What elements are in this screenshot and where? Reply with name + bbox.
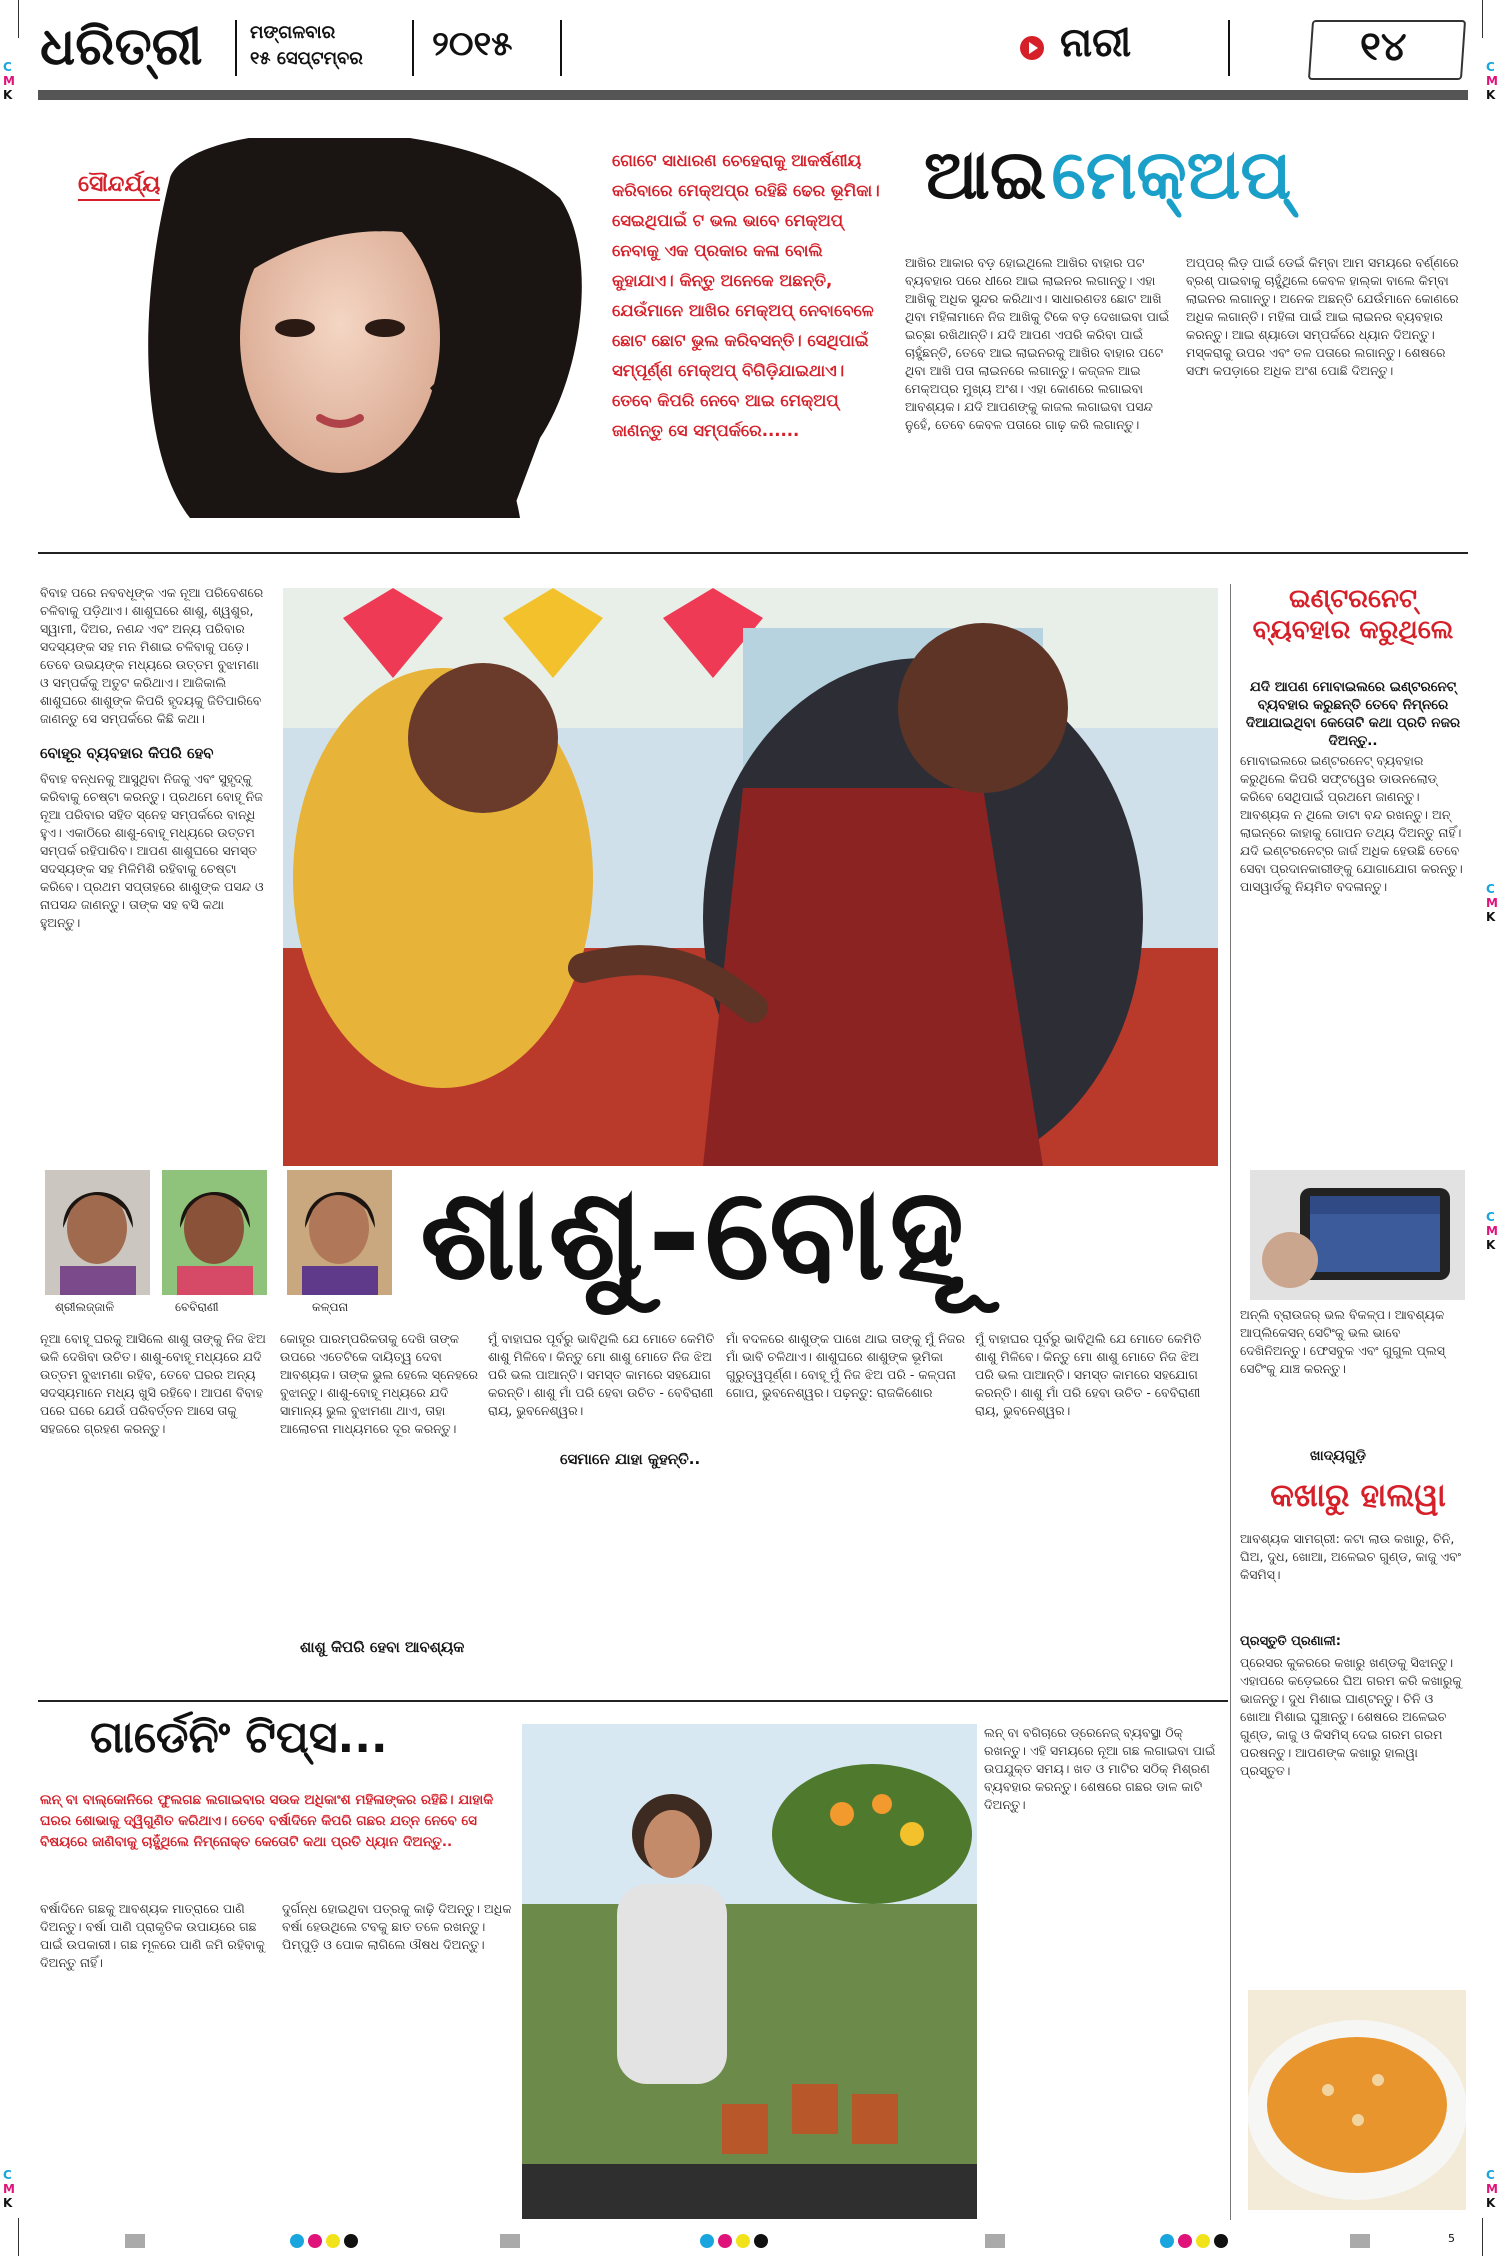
section-name: ନାରୀ: [1060, 20, 1132, 66]
recipe-body: ଆବଶ୍ୟକ ସାମଗ୍ରୀ: କଟା ଲାଉ କଖାରୁ, ଚିନି, ଘିଅ, ଦୁଧ, ଖୋଆ, ଅଳେଇଚ ଗୁଣ୍ଡ, କାଜୁ ଏବଂ କିସମିସ୍‌।: [1240, 1531, 1461, 1582]
internet-body2: ଅନ୍‌ଲି ବ୍ରାଉଜର୍‌ ଭଲ ବିକଳ୍ପ। ଆବଶ୍ୟକ ଆପ୍‌ଲିକେସନ୍‌ ସେଟିଂକୁ ଭଲ ଭାବେ ଦେଖିନିଅନ୍ତୁ। ଫେସବୁକ ଏବଂ ଗୁଗୁଲ ପ୍ଲସ୍‌ ସେଟିଂକୁ ଯାଞ୍ଚ କରନ୍ତୁ।: [1240, 1307, 1445, 1376]
relation-body-1: ନୂଆ ବୋହୂ ଘରକୁ ଆସିଲେ ଶାଶୁ ତାଙ୍କୁ ନିଜ ଝିଅ ଭଳି ଦେଖିବା ଉଚିତ। ଶାଶୁ-ବୋହୂ ମଧ୍ୟରେ ଯଦି ଉତ୍ତମ ବୁଝାମଣା ରହିବ, ତେବେ ଘରର ଅନ୍ୟ ସଦସ୍ୟମାନେ ମଧ୍ୟ ଖୁସି ରହିବେ। ଆପଣ ବିବାହ ପରେ ଘରେ ଯେଉଁ ପରିବର୍ତ୍ତନ ଆସେ ତାକୁ ସହଜରେ ଗ୍ରହଣ କରନ୍ତୁ।: [40, 1331, 266, 1436]
mother-daughter-photo: [283, 588, 1218, 1166]
page-footer-number: 5: [1448, 2232, 1455, 2245]
person-photo-2: [162, 1170, 267, 1295]
section-divider-2: [38, 1700, 1228, 1702]
beauty-headline-part2: ମେକ୍‌ଅପ୍‌: [1051, 136, 1292, 215]
relation-body-4: ମାଁ ବଦଳରେ ଶାଶୁଙ୍କ ପାଖେ ଥାଇ ତାଙ୍କୁ ମୁଁ ନିଜର ମାଁ ଭାବି ଚଳିଥାଏ। ଶାଶୁଘରେ ଶାଶୁଙ୍କ ଭୂମିକା ଗୁରୁତ୍ୱପୂର୍ଣ୍ଣ। ବୋହୂ ମୁଁ ନିଜ ଝିଅ ପରି - କଳ୍ପନା ଗୋପ, ଭୁବନେଶ୍ୱର। ପଢ଼ନ୍ତୁ: ରାଜକିଶୋର: [726, 1331, 965, 1400]
masthead-year: ୨୦୧୫: [432, 24, 513, 64]
garden-title: ଗାର୍ଡେନିଂ ଟିପ୍ସ...: [90, 1712, 388, 1763]
relation-intro: ବିବାହ ପରେ ନବବଧୂଙ୍କ ଏକ ନୂଆ ପରିବେଶରେ ଚଳିବାକୁ ପଡ଼ିଥାଏ। ଶାଶୁଘରେ ଶାଶୁ, ଶ୍ୱଶୁର, ସ୍ୱାମୀ, ଦିଅର, ନଣନ୍ଦ ଏବଂ ଅନ୍ୟ ପରିବାର ସଦସ୍ୟଙ୍କ ସହ ମନ ମିଶାଇ ଚଳିବାକୁ ପଡ଼େ। ତେବେ ଉଭୟଙ୍କ ମଧ୍ୟରେ ଉତ୍ତମ ବୁଝାମଣା ଓ ସମ୍ପର୍କକୁ ଅତୁଟ କରିଥାଏ। ଆଜିକାଲି ଶାଶୁଘରେ ଶାଶୁଙ୍କ କିପରି ହୃଦୟକୁ ଜିତିପାରିବେ ଜାଣନ୍ତୁ ସେ ସମ୍ପର୍କରେ କିଛି କଥା।: [40, 585, 264, 726]
beauty-intro: ଗୋଟେ ସାଧାରଣ ଚେହେରାକୁ ଆକର୍ଷଣୀୟ କରିବାରେ ମେକ୍‌ଅପ୍‌ର ରହିଛି ଢେର ଭୂମିକା। ସେଇଥିପାଇଁ ଟ ଭଲ ଭାବେ ମେକ୍‌ଅପ୍‌ ନେବାକୁ ଏକ ପ୍ରକାର କଳା ବୋଲି କୁହାଯାଏ। କିନ୍ତୁ ଅନେକେ ଅଛନ୍ତି, ଯେଉଁମାନେ ଆଖିର ମେକ୍‌ଅପ୍‌ ନେବାବେଳେ ଛୋଟ ଛୋଟ ଭୁଲ କରିବସନ୍ତି। ସେଥିପାଇଁ ସମ୍ପୂର୍ଣ୍ଣ ମେକ୍‌ଅପ୍‌ ବିଗିଡ଼ିଯାଇଥାଏ। ତେବେ କିପରି ନେବେ ଆଇ ମେକ୍‌ଅପ୍‌ ଜାଣନ୍ତୁ ସେ ସମ୍ପର୍କରେ......: [612, 151, 880, 440]
internet-subtitle: ଯଦି ଆପଣ ମୋବାଇଲରେ ଇଣ୍ଟରନେଟ୍‌ ବ୍ୟବହାର କରୁଛନ୍ତି ତେବେ ନିମ୍ନରେ ଦିଆଯାଇଥିବା କେତୋଟି କଥା ପ୍ରତି ନଜର ଦିଅନ୍ତୁ..: [1245, 679, 1461, 748]
cmyk-marker-right-mid2: C M K: [1486, 1210, 1498, 1252]
person-caption-1: ଶ୍ରୀଲଜ୍ଜାଳି: [55, 1300, 115, 1314]
cmyk-marker-right-top: C M K: [1486, 60, 1498, 102]
section-tag-beauty: ସୌନ୍ଦର୍ଯ୍ୟ: [78, 172, 160, 201]
section-marker-icon: [1020, 36, 1044, 60]
cmyk-marker-left-bottom: C M K: [3, 2168, 15, 2210]
paper-name: ଧରିତ୍ରୀ: [40, 16, 203, 77]
internet-body: ମୋବାଇଲରେ ଇଣ୍ଟରନେଟ୍‌ ବ୍ୟବହାର କରୁଥିଲେ କିପରି ସଫ୍ଟୱେର ଡାଉନଲୋଡ୍‌ କରିବେ ସେଥିପାଇଁ ପ୍ରଥମେ ଜାଣନ୍ତୁ। ଆବଶ୍ୟକ ନ ଥିଲେ ଡାଟା ବନ୍ଦ ରଖନ୍ତୁ। ଅନ୍‌ ଲାଇନ୍‌ରେ କାହାକୁ ଗୋପନ ତଥ୍ୟ ଦିଅନ୍ତୁ ନାହିଁ। ଯଦି ଇଣ୍ଟରନେଟ୍‌ର ଜାର୍ଜ ଅଧିକ ହେଉଛି ତେବେ ସେବା ପ୍ରଦାନକାରୀଙ୍କୁ ଯୋଗାଯୋଗ କରନ୍ତୁ। ପାସୱାର୍ଡକୁ ନିୟମିତ ବଦଳାନ୍ତୁ।: [1240, 753, 1463, 894]
beauty-headline-part1: ଆଇ: [924, 136, 1047, 215]
garden-col2: ଦୁର୍ଗନ୍ଧ ହୋଇଥିବା ପତ୍ରକୁ କାଢ଼ି ଦିଅନ୍ତୁ। ଅଧିକ ବର୍ଷା ହେଉଥିଲେ ଟବକୁ ଛାତ ତଳେ ରଖନ୍ତୁ। ପିମ୍ପୁଡ଼ି ଓ ପୋକ ଲାଗିଲେ ଔଷଧ ଦିଅନ୍ତୁ।: [282, 1901, 512, 1952]
crop-mark-top-right: [1482, 0, 1483, 38]
relation-subhead-mid: ଶାଶୁ କିପରି ହେବା ଆବଶ୍ୟକ: [300, 1638, 465, 1656]
garden-col1: ବର୍ଷାଦିନେ ଗଛକୁ ଆବଶ୍ୟକ ମାତ୍ରାରେ ପାଣି ଦିଅନ୍ତୁ। ବର୍ଷା ପାଣି ପ୍ରାକୃତିକ ଉପାୟରେ ଗଛ ପାଇଁ ଉପକାରୀ। ଗଛ ମୂଳରେ ପାଣି ଜମି ରହିବାକୁ ଦିଅନ୍ତୁ ନାହିଁ।: [40, 1901, 265, 1970]
relation-body-2: କୋହୂର ପାରମ୍ପରିକତାକୁ ଦେଖି ତାଙ୍କ ଉପରେ ଏତେଟିକେ ଦାୟିତ୍ୱ ଦେବା ଆବଶ୍ୟକ। ତାଙ୍କ ଭୁଲ ହେଲେ ସ୍ନେହରେ ବୁଝାନ୍ତୁ। ଶାଶୁ-ବୋହୂ ମଧ୍ୟରେ ଯଦି ସାମାନ୍ୟ ଭୁଲ ବୁଝାମଣା ଥାଏ, ତାହା ଆଲୋଚନା ମାଧ୍ୟମରେ ଦୂର କରନ୍ତୁ।: [280, 1331, 478, 1436]
beauty-col2: ଅପ୍ପର୍ ଲିଡ଼ ପାଇଁ ଡେଇଁ କିମ୍ବା ଆମ ସମୟରେ ବର୍ଣ୍ଣରେ ବ୍ରଶ୍‌ ପାଇବାକୁ ଚାହୁଁଥିଲେ କେବଳ ହାଲ୍‌କା ବାଲେ କିମ୍ବା ଲାଇନର ଲଗାନ୍ତୁ। ଅନେକ ଅଛନ୍ତି ଯେଉଁମାନେ କୋଣରେ ଅଧିକ ଲଗାନ୍ତି। ମହିଳା ପାଇଁ ଆଇ ଲାଇନର ବ୍ୟବହାର କରନ୍ତୁ। ଆଇ ଶ୍ୟାଡୋ ସମ୍ପର୍କରେ ଧ୍ୟାନ ଦିଅନ୍ତୁ। ମସ୍କରାକୁ ଉପର ଏବଂ ତଳ ପତାରେ ଲଗାନ୍ତୁ। ଶେଷରେ ସଫା କପଡ଼ାରେ ଅଧିକ ଅଂଶ ପୋଛି ଦିଅନ୍ତୁ।: [1186, 255, 1459, 378]
section-divider-1: [38, 552, 1468, 554]
masthead-date: ୧୫ ସେପ୍ଟମ୍ବର: [250, 48, 363, 69]
internet-title-line1: ଇଣ୍ଟରନେଟ୍‌: [1289, 584, 1417, 614]
relation-subhead-opinion: ସେମାନେ ଯାହା କୁହନ୍ତି..: [560, 1450, 701, 1468]
masthead-rule: [38, 90, 1468, 100]
relation-headline: ଶାଶୁ-ବୋହୂ: [420, 1160, 969, 1309]
relation-body-3: ମୁଁ ବାହାଘର ପୂର୍ବରୁ ଭାବିଥିଲି ଯେ ମୋତେ କେମିତି ଶାଶୁ ମିଳିବେ। କିନ୍ତୁ ମୋ ଶାଶୁ ମୋତେ ନିଜ ଝିଅ ପରି ଭଲ ପାଆନ୍ତି। ସମସ୍ତ କାମରେ ସହଯୋଗ କରନ୍ତି। ଶାଶୁ ମାଁ ପରି ହେବା ଉଚିତ - ବେବିରାଣୀ ରାୟ, ଭୁବନେଶ୍ୱର।: [488, 1331, 715, 1418]
person-photo-1: [45, 1170, 150, 1295]
person-caption-3: କଳ୍ପନା: [312, 1300, 349, 1314]
relation-left-body: ବିବାହ ବନ୍ଧନକୁ ଆସୁଥିବା ନିଜକୁ ଏବଂ ସୁହୃଦ୍‌କୁ କରିବାକୁ ଚେଷ୍ଟା କରନ୍ତୁ। ପ୍ରଥମେ ବୋହୂ ନିଜ ନୂଆ ପରିବାର ସହିତ ସ୍ନେହ ସମ୍ପର୍କରେ ବାନ୍ଧି ହୁଏ। ଏକାଠିରେ ଶାଶୁ-ବୋହୂ ମଧ୍ୟରେ ଉତ୍ତମ ସମ୍ପର୍କ ରହିପାରିବ। ଆପଣ ଶାଶୁଘରେ ସମସ୍ତ ସଦସ୍ୟଙ୍କ ସହ ମିଳିମିଶି ରହିବାକୁ ଚେଷ୍ଟା କରିବେ। ପ୍ରଥମ ସପ୍ତାହରେ ଶାଶୁଙ୍କ ପସନ୍ଦ ଓ ନାପସନ୍ଦ ଜାଣନ୍ତୁ। ତାଙ୍କ ସହ ବସି କଥା ହୁଅନ୍ତୁ।: [40, 771, 264, 930]
recipe-section-tag: ଖାଦ୍ୟଗୁଡ଼ି: [1310, 1448, 1366, 1464]
smartphone-photo: [1250, 1170, 1465, 1300]
recipe-subhead: ପ୍ରସ୍ତୁତି ପ୍ରଣାଳୀ:: [1240, 1634, 1341, 1649]
recipe-title: କଖାରୁ ହାଲୱା: [1270, 1476, 1446, 1514]
relation-subhead-left: ବୋହୂର ବ୍ୟବହାର କିପରି ହେବ: [40, 744, 214, 762]
recipe-body2: ପ୍ରେସର କୁକରରେ କଖାରୁ ଖଣ୍ଡକୁ ସିଝାନ୍ତୁ। ଏହାପରେ କଡ଼େଇରେ ଘିଅ ଗରମ କରି କଖାରୁକୁ ଭାଜନ୍ତୁ। ଦୁଧ ମିଶାଇ ଘାଣ୍ଟନ୍ତୁ। ଚିନି ଓ ଖୋଆ ମିଶାଇ ଘୁଞ୍ଚାନ୍ତୁ। ଶେଷରେ ଅଳେଇଚ ଗୁଣ୍ଡ, କାଜୁ ଓ କିସମିସ୍‌ ଦେଇ ଗରମ ଗରମ ପରଷନ୍ତୁ। ଆପଣଙ୍କ କଖାରୁ ହାଲୱା ପ୍ରସ୍ତୁତ।: [1240, 1655, 1462, 1778]
woman-gardening-photo: [522, 1724, 977, 2219]
masthead-day: ମଙ୍ଗଳବାର: [250, 22, 336, 43]
right-column-divider: [1230, 584, 1231, 2220]
masthead: [40, 14, 1470, 84]
person-caption-2: ବେବିରାଣୀ: [175, 1300, 219, 1314]
cmyk-marker-left-top: C M K: [3, 60, 15, 102]
crop-mark-top-left: [18, 0, 19, 38]
page-number: ୧୪: [1360, 24, 1407, 70]
internet-title-line2: ବ୍ୟବହାର କରୁଥିଲେ: [1252, 615, 1454, 645]
garden-intro: ଲନ୍‌ ବା ବାଲ୍‌କୋନିରେ ଫୁଲଗଛ ଲଗାଇବାର ସଉକ ଅଧିକାଂଶ ମହିଳାଙ୍କର ରହିଛି। ଯାହାକି ଘରର ଶୋଭାକୁ ଦ୍ୱିଗୁଣିତ କରିଥାଏ। ତେବେ ବର୍ଷାଦିନେ କିପରି ଗଛର ଯତ୍ନ ନେବେ ସେ ବିଷୟରେ ଜାଣିବାକୁ ଚାହୁଁଥିଲେ ନିମ୍ନୋକ୍ତ କେତୋଟି କଥା ପ୍ରତି ଧ୍ୟାନ ଦିଅନ୍ତୁ..: [40, 1792, 494, 1850]
garden-col3: ଲନ୍‌ ବା ବଗିଚାରେ ଡ୍ରେନେଜ୍‌ ବ୍ୟବସ୍ଥା ଠିକ୍‌ ରଖନ୍ତୁ। ଏହି ସମୟରେ ନୂଆ ଗଛ ଲଗାଇବା ପାଇଁ ଉପଯୁକ୍ତ ସମୟ। ଖତ ଓ ମାଟିର ସଠିକ୍‌ ମିଶ୍ରଣ ବ୍ୟବହାର କରନ୍ତୁ। ଶେଷରେ ଗଛର ଡାଳ କାଟି ଦିଅନ୍ତୁ।: [984, 1725, 1216, 1812]
relation-body-5: ମୁଁ ବାହାଘର ପୂର୍ବରୁ ଭାବିଥିଲି ଯେ ମୋତେ କେମିତି ଶାଶୁ ମିଳିବେ। କିନ୍ତୁ ମୋ ଶାଶୁ ମୋତେ ନିଜ ଝିଅ ପରି ଭଲ ପାଆନ୍ତି। ସମସ୍ତ କାମରେ ସହଯୋଗ କରନ୍ତି। ଶାଶୁ ମାଁ ପରି ହେବା ଉଚିତ - ବେବିରାଣୀ ରାୟ, ଭୁବନେଶ୍ୱର।: [975, 1331, 1202, 1418]
internet-title: [1240, 584, 1466, 646]
cmyk-marker-right-mid: C M K: [1486, 882, 1498, 924]
person-photo-3: [287, 1170, 392, 1295]
color-bar: [0, 2232, 1500, 2252]
beauty-headline: [924, 136, 1464, 256]
cmyk-marker-right-bottom: C M K: [1486, 2168, 1498, 2210]
beauty-col1: ଆଖିର ଆକାର ବଡ଼ ହୋଇଥିଲେ ଆଖିର ବାହାର ପଟ ବ୍ୟବହାର ପରେ ଧୀରେ ଆଇ ଲାଇନର ଲଗାନ୍ତୁ। ଏହା ଆଖିକୁ ଅଧିକ ସୁନ୍ଦର କରିଥାଏ। ସାଧାରଣତଃ ଛୋଟ ଆଖି ଥିବା ମହିଳାମାନେ ନିଜ ଆଖିକୁ ଟିକେ ବଡ଼ ଦେଖାଇବା ପାଇଁ ଇଚ୍ଛା ରଖିଥାନ୍ତି। ଯଦି ଆପଣ ଏପରି କରିବା ପାଇଁ ଚାହୁଁଛନ୍ତି, ତେବେ ଆଇ ଲାଇନରକୁ ଆଖିର ବାହାର ପଟେ ଥିବା ଆଖି ପତା ଲାଇନରେ ଲଗାନ୍ତୁ। କଜ୍ଜଳ ଆଇ ମେକ୍‌ଅପ୍‌ର ମୁଖ୍ୟ ଅଂଶ। ଏହା କୋଣରେ ଲଗାଇବା ଆବଶ୍ୟକ। ଯଦି ଆପଣଙ୍କୁ କାଜଲ ଲଗାଇବା ପସନ୍ଦ ନୁହେଁ, ତେବେ କେବଳ ପତାରେ ଗାଢ଼ କରି ଲଗାନ୍ତୁ।: [905, 255, 1170, 432]
halwa-photo: [1248, 1990, 1466, 2210]
